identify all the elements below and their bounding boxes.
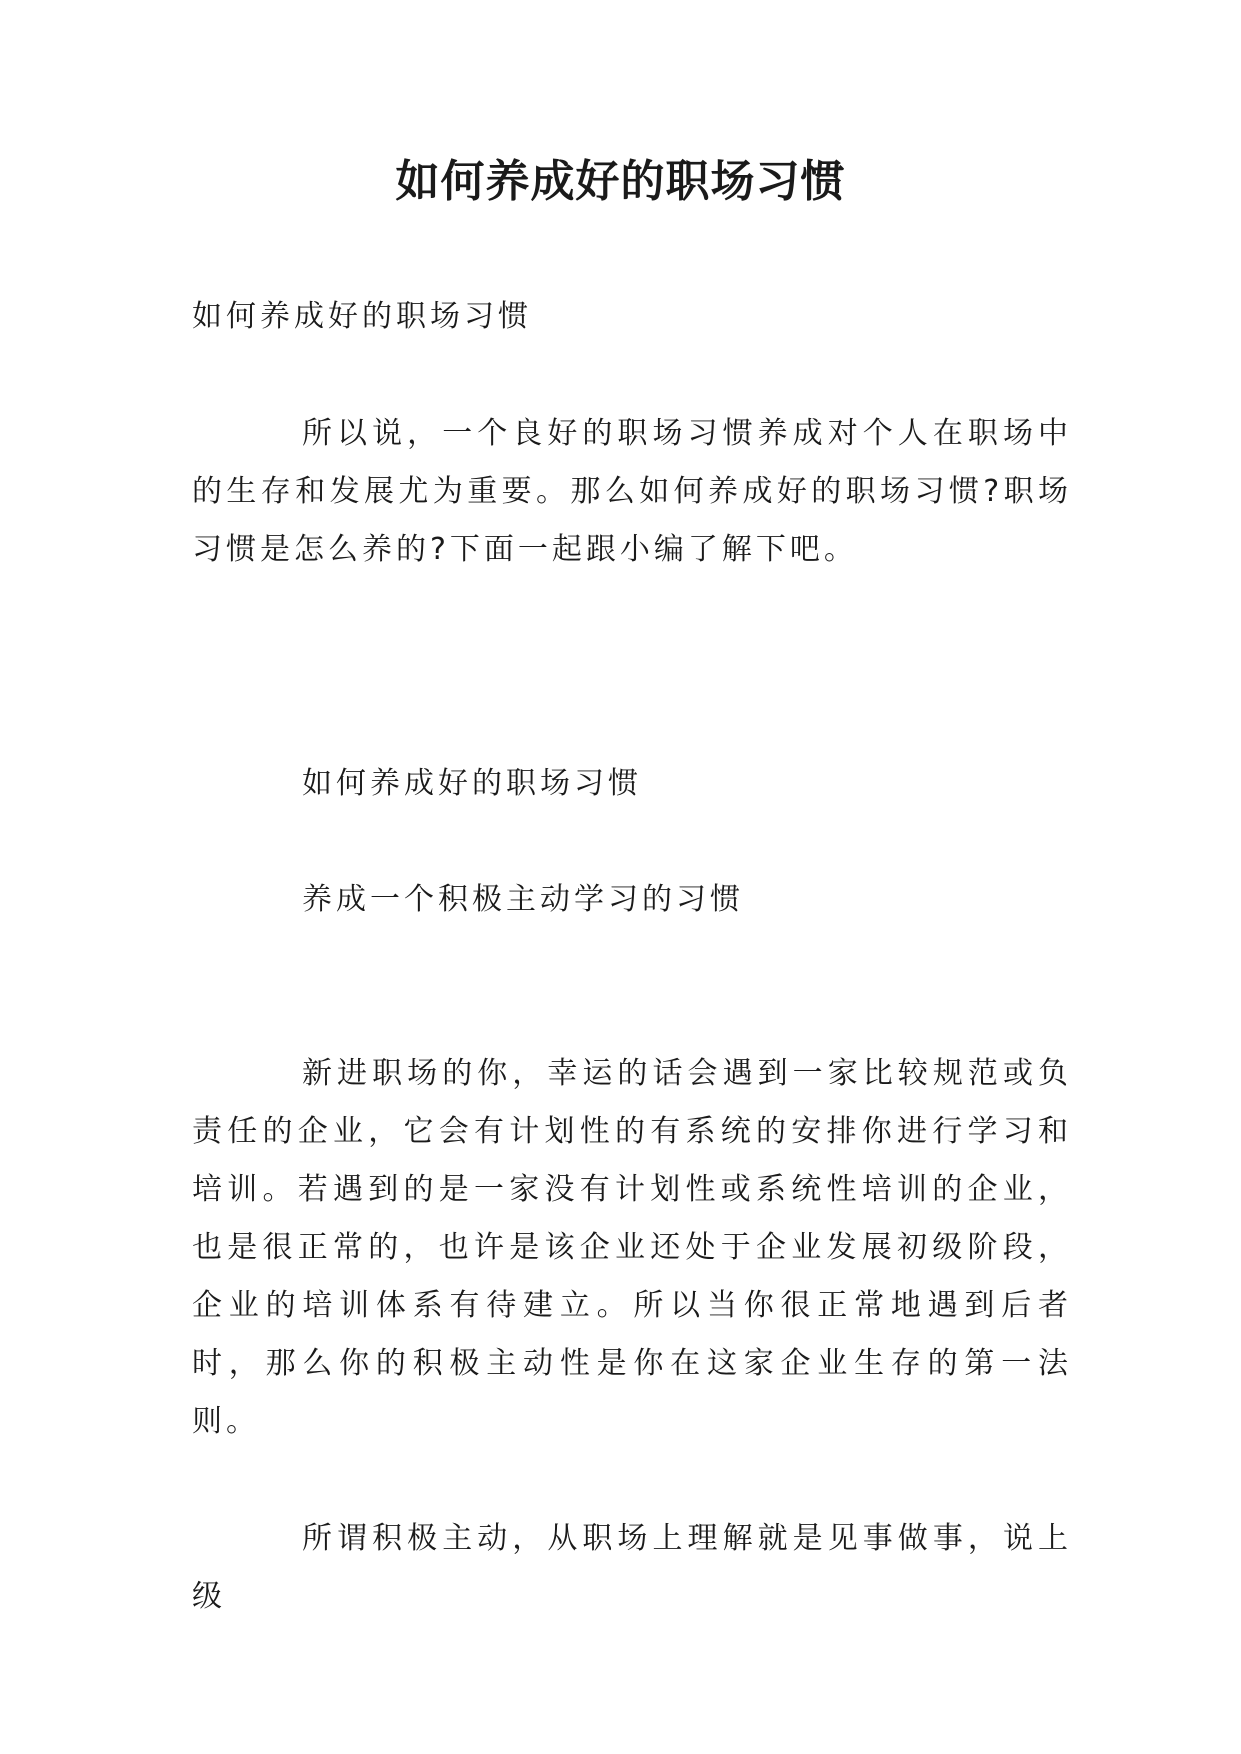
section-heading: 如何养成好的职场习惯 [302,766,642,801]
body-paragraph-learning: 新进职场的你，幸运的话会遇到一家比较规范或负责任的企业，它会有计划性的有系统的安排你进行学习和培训。若遇到的是一家没有计划性或系统性培训的企业，也是很正常的，也许是该企业还处于企业发展初级阶段，企业的培训体系有待建立。所以当你很正常地遇到后者时，那么你的积极主动性是你在这家企业生存的第一法则。 [192,1056,1072,1439]
document-title: 如何养成好的职场习惯 [395,156,846,207]
body-paragraph-initiative: 所谓积极主动，从职场上理解就是见事做事，说上级 [192,1521,1072,1614]
document-subtitle: 如何养成好的职场习惯 [192,299,532,334]
intro-paragraph: 所以说，一个良好的职场习惯养成对个人在职场中的生存和发展尤为重要。那么如何养成好的职场习惯?职场习惯是怎么养的?下面一起跟小编了解下吧。 [192,416,1072,567]
subsection-heading: 养成一个积极主动学习的习惯 [302,882,744,917]
